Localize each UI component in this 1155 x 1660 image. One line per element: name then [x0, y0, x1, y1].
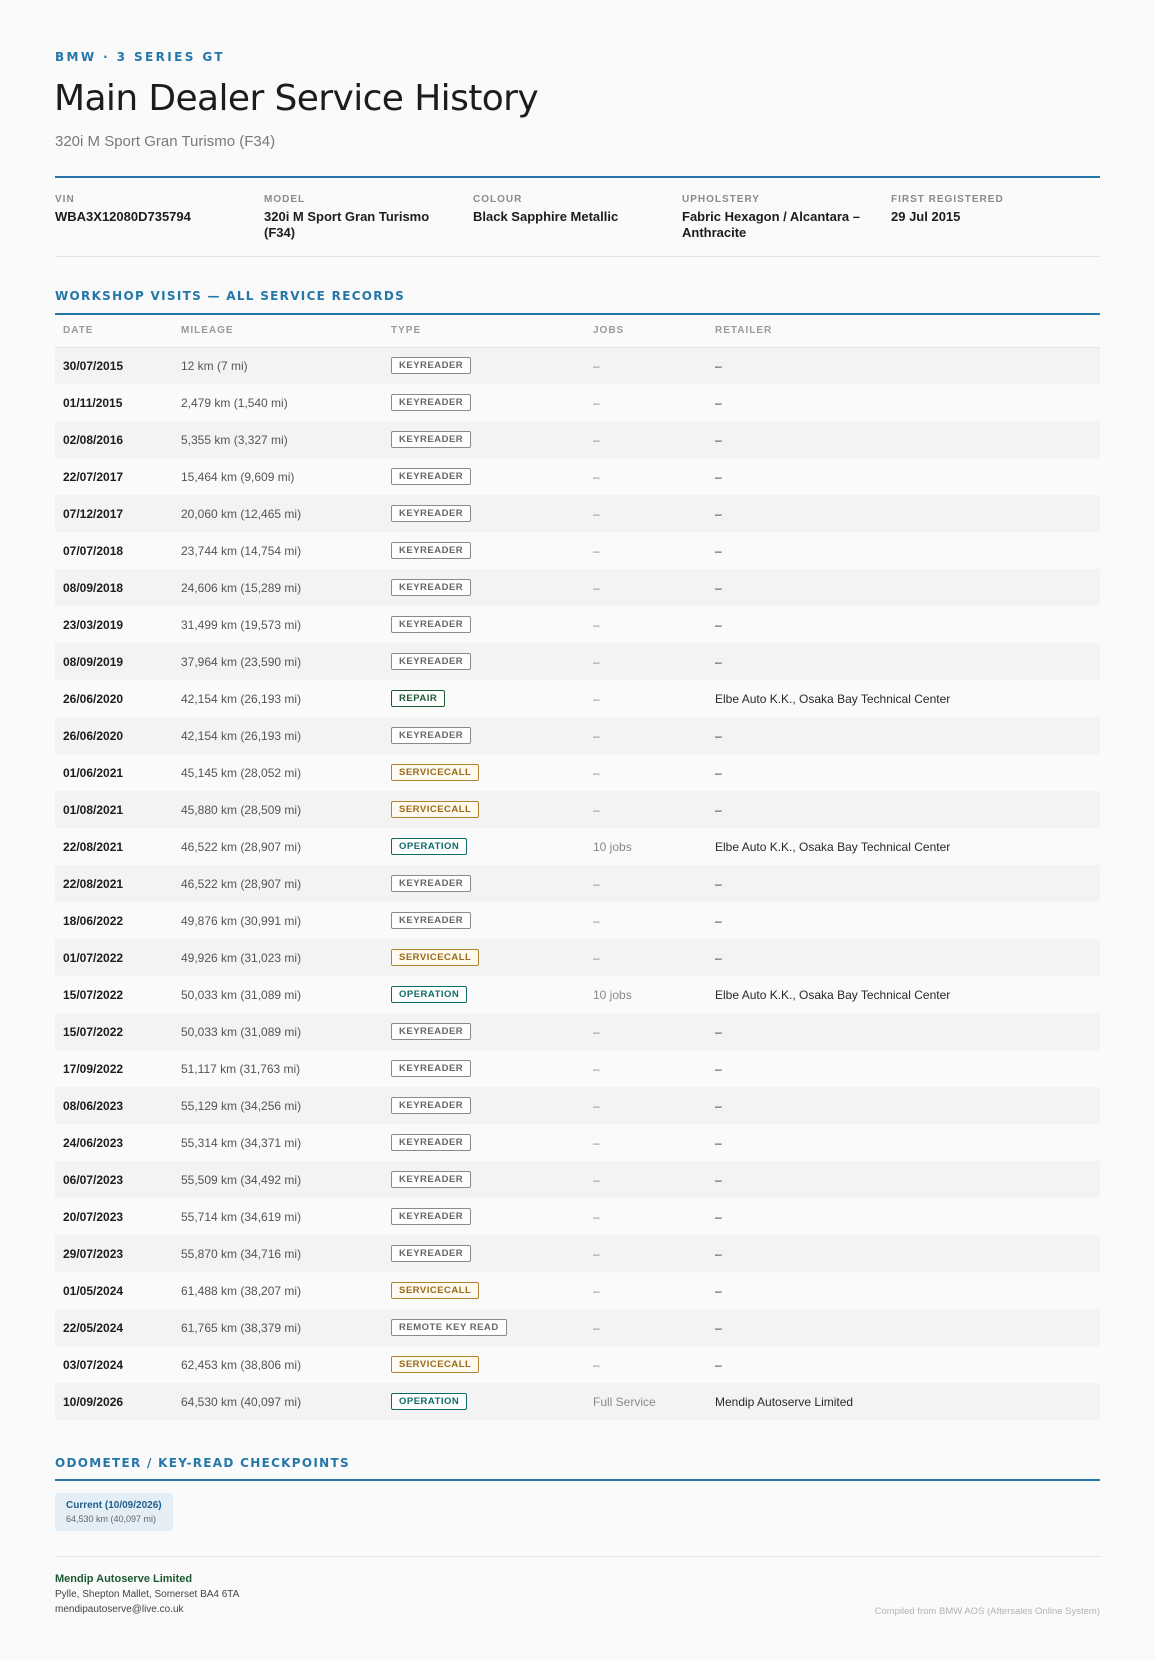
cell-mileage: 55,314 km (34,371 mi)	[173, 1124, 383, 1161]
cell-jobs: 10 jobs	[585, 828, 707, 865]
cell-date: 20/07/2023	[55, 1198, 173, 1235]
specs-divider	[55, 256, 1100, 257]
cell-mileage: 15,464 km (9,609 mi)	[173, 458, 383, 495]
type-badge: KEYREADER	[391, 1134, 471, 1151]
cell-type	[383, 1272, 585, 1309]
type-badge: SERVICECALL	[391, 801, 479, 818]
cell-date: 15/07/2022	[55, 976, 173, 1013]
spec-value: 29 Jul 2015	[891, 209, 961, 224]
cell-date: 15/07/2022	[55, 1013, 173, 1050]
cell-type	[383, 1087, 585, 1124]
table-row	[55, 495, 1100, 532]
service-records-table	[55, 315, 1100, 1420]
cell-date: 22/05/2024	[55, 1309, 173, 1346]
dealer-address: Pylle, Shepton Mallet, Somerset BA4 6TA	[55, 1589, 240, 1600]
type-badge: OPERATION	[391, 1393, 467, 1410]
page-title: Main Dealer Service History	[54, 78, 539, 119]
table-row	[55, 976, 1100, 1013]
type-badge: OPERATION	[391, 838, 467, 855]
cell-jobs: –	[585, 458, 707, 495]
table-row	[55, 828, 1100, 865]
table-row	[55, 1087, 1100, 1124]
brand-eyebrow: BMW · 3 SERIES GT	[55, 50, 225, 64]
cell-type	[383, 532, 585, 569]
cell-mileage: 61,765 km (38,379 mi)	[173, 1309, 383, 1346]
cell-type	[383, 606, 585, 643]
cell-jobs: –	[585, 717, 707, 754]
cell-retailer: –	[707, 1050, 1100, 1087]
cell-type	[383, 680, 585, 717]
cell-type	[383, 865, 585, 902]
table-row	[55, 421, 1100, 458]
cell-date: 07/07/2018	[55, 532, 173, 569]
table-row	[55, 1050, 1100, 1087]
cell-type	[383, 1013, 585, 1050]
cell-date: 03/07/2024	[55, 1346, 173, 1383]
cell-retailer: –	[707, 1235, 1100, 1272]
cell-mileage: 45,880 km (28,509 mi)	[173, 791, 383, 828]
cell-retailer: –	[707, 1087, 1100, 1124]
cell-mileage: 45,145 km (28,052 mi)	[173, 754, 383, 791]
cell-jobs: –	[585, 939, 707, 976]
spec-value: Black Sapphire Metallic	[473, 209, 619, 224]
cell-mileage: 5,355 km (3,327 mi)	[173, 421, 383, 458]
column-header-mileage: MILEAGE	[173, 315, 383, 347]
cell-retailer: –	[707, 791, 1100, 828]
type-badge: REPAIR	[391, 690, 445, 707]
table-row	[55, 606, 1100, 643]
cell-mileage: 42,154 km (26,193 mi)	[173, 717, 383, 754]
table-row	[55, 347, 1100, 384]
column-header-type: TYPE	[383, 315, 585, 347]
cell-mileage: 62,453 km (38,806 mi)	[173, 1346, 383, 1383]
cell-jobs: –	[585, 865, 707, 902]
cell-type	[383, 643, 585, 680]
table-row	[55, 1124, 1100, 1161]
cell-mileage: 23,744 km (14,754 mi)	[173, 532, 383, 569]
dealer-name: Mendip Autoserve Limited	[55, 1573, 193, 1585]
cell-jobs: –	[585, 532, 707, 569]
cell-jobs: –	[585, 680, 707, 717]
type-badge: KEYREADER	[391, 579, 471, 596]
cell-date: 24/06/2023	[55, 1124, 173, 1161]
cell-date: 08/09/2018	[55, 569, 173, 606]
cell-type	[383, 384, 585, 421]
cell-jobs: –	[585, 495, 707, 532]
table-row	[55, 1272, 1100, 1309]
cell-mileage: 37,964 km (23,590 mi)	[173, 643, 383, 680]
cell-type	[383, 458, 585, 495]
cell-mileage: 31,499 km (19,573 mi)	[173, 606, 383, 643]
cell-mileage: 24,606 km (15,289 mi)	[173, 569, 383, 606]
cell-date: 01/08/2021	[55, 791, 173, 828]
footer-divider	[55, 1556, 1100, 1557]
spec-vin	[55, 194, 264, 241]
dealer-email: mendipautoserve@live.co.uk	[55, 1604, 184, 1615]
cell-type	[383, 569, 585, 606]
cell-mileage: 55,714 km (34,619 mi)	[173, 1198, 383, 1235]
cell-mileage: 49,876 km (30,991 mi)	[173, 902, 383, 939]
cell-mileage: 2,479 km (1,540 mi)	[173, 384, 383, 421]
cell-retailer: –	[707, 717, 1100, 754]
table-row	[55, 1309, 1100, 1346]
checkpoints-title: ODOMETER / KEY-READ CHECKPOINTS	[55, 1456, 350, 1470]
spec-upholstery	[682, 194, 891, 241]
cell-type	[383, 717, 585, 754]
type-badge: SERVICECALL	[391, 1356, 479, 1373]
cell-jobs: Full Service	[585, 1383, 707, 1420]
cell-jobs: –	[585, 754, 707, 791]
cell-jobs: –	[585, 606, 707, 643]
cell-retailer: Elbe Auto K.K., Osaka Bay Technical Center	[707, 828, 1100, 865]
table-row	[55, 1383, 1100, 1420]
cell-date: 22/08/2021	[55, 828, 173, 865]
cell-date: 02/08/2016	[55, 421, 173, 458]
cell-type	[383, 1161, 585, 1198]
cell-jobs: –	[585, 1161, 707, 1198]
table-row	[55, 569, 1100, 606]
cell-mileage: 46,522 km (28,907 mi)	[173, 828, 383, 865]
cell-mileage: 55,129 km (34,256 mi)	[173, 1087, 383, 1124]
table-row	[55, 1346, 1100, 1383]
cell-type	[383, 1346, 585, 1383]
cell-retailer: Mendip Autoserve Limited	[707, 1383, 1100, 1420]
cell-mileage: 42,154 km (26,193 mi)	[173, 680, 383, 717]
spec-label: MODEL	[264, 194, 306, 205]
cell-date: 08/09/2019	[55, 643, 173, 680]
table-row	[55, 1235, 1100, 1272]
cell-jobs: –	[585, 1050, 707, 1087]
cell-type	[383, 828, 585, 865]
table-row	[55, 717, 1100, 754]
cell-date: 10/09/2026	[55, 1383, 173, 1420]
cell-mileage: 50,033 km (31,089 mi)	[173, 976, 383, 1013]
cell-mileage: 51,117 km (31,763 mi)	[173, 1050, 383, 1087]
cell-retailer: –	[707, 865, 1100, 902]
cell-date: 23/03/2019	[55, 606, 173, 643]
cell-retailer: –	[707, 1013, 1100, 1050]
cell-mileage: 46,522 km (28,907 mi)	[173, 865, 383, 902]
cell-retailer: –	[707, 1198, 1100, 1235]
cell-retailer: –	[707, 1272, 1100, 1309]
cell-type	[383, 976, 585, 1013]
cell-date: 01/07/2022	[55, 939, 173, 976]
cell-jobs: –	[585, 1013, 707, 1050]
cell-mileage: 55,509 km (34,492 mi)	[173, 1161, 383, 1198]
spec-label: FIRST REGISTERED	[891, 194, 1004, 205]
table-row	[55, 680, 1100, 717]
checkpoint-value: 64,530 km (40,097 mi)	[66, 1514, 157, 1524]
type-badge: SERVICECALL	[391, 764, 479, 781]
table-row	[55, 1161, 1100, 1198]
cell-jobs: –	[585, 1087, 707, 1124]
type-badge: KEYREADER	[391, 1171, 471, 1188]
table-row	[55, 754, 1100, 791]
cell-type	[383, 754, 585, 791]
cell-jobs: –	[585, 347, 707, 384]
cell-retailer: –	[707, 902, 1100, 939]
table-row	[55, 939, 1100, 976]
cell-jobs: –	[585, 1235, 707, 1272]
type-badge: KEYREADER	[391, 1208, 471, 1225]
cell-type	[383, 1235, 585, 1272]
cell-type	[383, 902, 585, 939]
spec-model	[264, 194, 473, 241]
type-badge: OPERATION	[391, 986, 467, 1003]
spec-value: 320i M Sport Gran Turismo (F34)	[264, 209, 430, 240]
cell-mileage: 20,060 km (12,465 mi)	[173, 495, 383, 532]
cell-date: 30/07/2015	[55, 347, 173, 384]
service-records-body	[55, 347, 1100, 1420]
cell-retailer: –	[707, 606, 1100, 643]
spec-first-registered	[891, 194, 1100, 241]
type-badge: SERVICECALL	[391, 1282, 479, 1299]
cell-date: 22/08/2021	[55, 865, 173, 902]
type-badge: KEYREADER	[391, 1097, 471, 1114]
cell-retailer: –	[707, 532, 1100, 569]
header-divider	[55, 176, 1100, 178]
cell-date: 01/05/2024	[55, 1272, 173, 1309]
spec-label: UPHOLSTERY	[682, 194, 760, 205]
cell-retailer: –	[707, 1309, 1100, 1346]
type-badge: KEYREADER	[391, 1245, 471, 1262]
cell-type	[383, 347, 585, 384]
cell-jobs: –	[585, 1272, 707, 1309]
cell-jobs: –	[585, 1346, 707, 1383]
cell-mileage: 61,488 km (38,207 mi)	[173, 1272, 383, 1309]
cell-type	[383, 421, 585, 458]
table-row	[55, 902, 1100, 939]
type-badge: KEYREADER	[391, 912, 471, 929]
cell-mileage: 50,033 km (31,089 mi)	[173, 1013, 383, 1050]
cell-date: 08/06/2023	[55, 1087, 173, 1124]
cell-retailer: Elbe Auto K.K., Osaka Bay Technical Center	[707, 976, 1100, 1013]
cell-mileage: 49,926 km (31,023 mi)	[173, 939, 383, 976]
type-badge: REMOTE KEY READ	[391, 1319, 507, 1336]
cell-type	[383, 495, 585, 532]
cell-jobs: –	[585, 643, 707, 680]
vehicle-specs	[55, 194, 1100, 241]
cell-retailer: Elbe Auto K.K., Osaka Bay Technical Center	[707, 680, 1100, 717]
cell-retailer: –	[707, 1346, 1100, 1383]
cell-date: 26/06/2020	[55, 717, 173, 754]
cell-date: 18/06/2022	[55, 902, 173, 939]
cell-retailer: –	[707, 384, 1100, 421]
table-row	[55, 643, 1100, 680]
table-header-row	[55, 315, 1100, 347]
spec-value: WBA3X12080D735794	[55, 209, 191, 224]
type-badge: KEYREADER	[391, 394, 471, 411]
cell-mileage: 12 km (7 mi)	[173, 347, 383, 384]
type-badge: KEYREADER	[391, 505, 471, 522]
cell-jobs: –	[585, 384, 707, 421]
cell-retailer: –	[707, 643, 1100, 680]
cell-type	[383, 939, 585, 976]
type-badge: KEYREADER	[391, 875, 471, 892]
column-header-retailer: RETAILER	[707, 315, 1100, 347]
table-row	[55, 791, 1100, 828]
cell-retailer: –	[707, 939, 1100, 976]
source-note: Compiled from BMW AOS (Aftersales Online System)	[874, 1606, 1100, 1617]
spec-colour	[473, 194, 682, 241]
type-badge: KEYREADER	[391, 1023, 471, 1040]
cell-type	[383, 1309, 585, 1346]
cell-jobs: –	[585, 1309, 707, 1346]
cell-date: 29/07/2023	[55, 1235, 173, 1272]
table-row	[55, 1013, 1100, 1050]
type-badge: KEYREADER	[391, 542, 471, 559]
cell-type	[383, 1198, 585, 1235]
cell-jobs: –	[585, 1124, 707, 1161]
table-row	[55, 532, 1100, 569]
checkpoint-label: Current (10/09/2026)	[66, 1500, 162, 1511]
type-badge: KEYREADER	[391, 1060, 471, 1077]
cell-mileage: 64,530 km (40,097 mi)	[173, 1383, 383, 1420]
spec-label: COLOUR	[473, 194, 523, 205]
cell-jobs: 10 jobs	[585, 976, 707, 1013]
spec-label: VIN	[55, 194, 75, 205]
cell-jobs: –	[585, 421, 707, 458]
cell-type	[383, 1050, 585, 1087]
type-badge: KEYREADER	[391, 431, 471, 448]
cell-date: 22/07/2017	[55, 458, 173, 495]
page-subtitle: 320i M Sport Gran Turismo (F34)	[55, 133, 276, 150]
type-badge: KEYREADER	[391, 468, 471, 485]
cell-type	[383, 791, 585, 828]
checkpoint-card	[55, 1493, 173, 1531]
cell-date: 07/12/2017	[55, 495, 173, 532]
table-row	[55, 458, 1100, 495]
table-row	[55, 384, 1100, 421]
cell-retailer: –	[707, 421, 1100, 458]
cell-date: 01/06/2021	[55, 754, 173, 791]
type-badge: KEYREADER	[391, 357, 471, 374]
cell-date: 26/06/2020	[55, 680, 173, 717]
column-header-date: DATE	[55, 315, 173, 347]
type-badge: KEYREADER	[391, 616, 471, 633]
table-row	[55, 865, 1100, 902]
cell-retailer: –	[707, 1161, 1100, 1198]
column-header-jobs: JOBS	[585, 315, 707, 347]
cell-retailer: –	[707, 1124, 1100, 1161]
workshop-visits-title: WORKSHOP VISITS — ALL SERVICE RECORDS	[55, 289, 406, 303]
cell-type	[383, 1124, 585, 1161]
cell-retailer: –	[707, 347, 1100, 384]
spec-value: Fabric Hexagon / Alcantara – Anthracite	[682, 209, 860, 240]
cell-retailer: –	[707, 754, 1100, 791]
cell-date: 06/07/2023	[55, 1161, 173, 1198]
cell-type	[383, 1383, 585, 1420]
checkpoints-rule	[55, 1479, 1100, 1481]
cell-jobs: –	[585, 791, 707, 828]
cell-jobs: –	[585, 1198, 707, 1235]
cell-retailer: –	[707, 569, 1100, 606]
cell-retailer: –	[707, 495, 1100, 532]
cell-mileage: 55,870 km (34,716 mi)	[173, 1235, 383, 1272]
cell-date: 01/11/2015	[55, 384, 173, 421]
type-badge: KEYREADER	[391, 653, 471, 670]
type-badge: SERVICECALL	[391, 949, 479, 966]
cell-jobs: –	[585, 902, 707, 939]
cell-jobs: –	[585, 569, 707, 606]
cell-date: 17/09/2022	[55, 1050, 173, 1087]
type-badge: KEYREADER	[391, 727, 471, 744]
cell-retailer: –	[707, 458, 1100, 495]
table-row	[55, 1198, 1100, 1235]
